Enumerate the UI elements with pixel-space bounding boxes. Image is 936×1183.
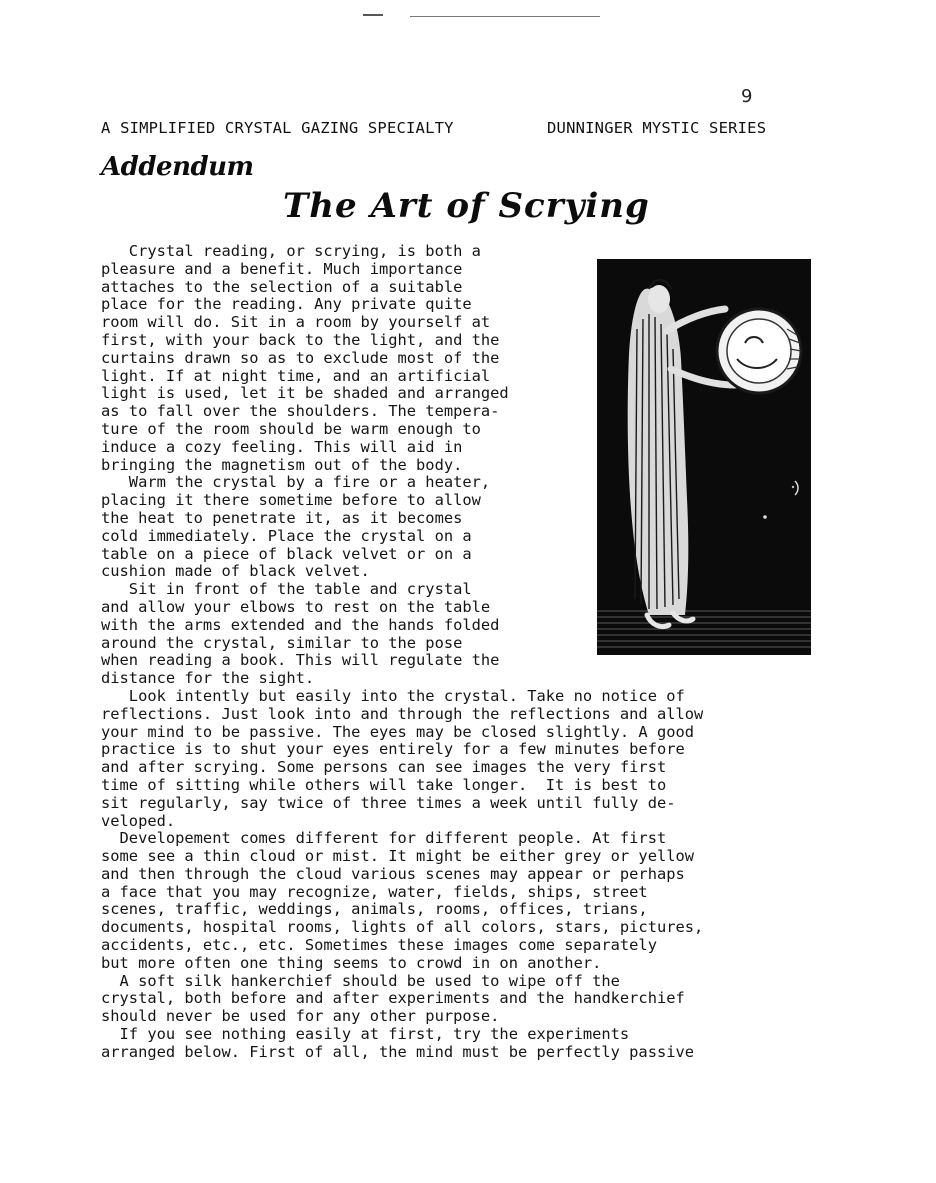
body-line: Crystal reading, or scrying, is both a [101,242,481,260]
body-line: a face that you may recognize, water, fields, ships, street [101,882,648,901]
body-line: Sit in front of the table and crystal [101,580,472,599]
body-line: time of sitting while others will take longer. It is best to [101,775,667,794]
body-line: ture of the room should be warm enough to [101,419,481,438]
body-line: and after scrying. Some persons can see images the very first [101,758,667,777]
body-line: first, with your back to the light, and the [101,330,500,349]
body-line: placing it there sometime before to allow [101,491,481,510]
page-title: The Art of Scrying [283,186,650,226]
body-line: attaches to the selection of a suitable [101,277,463,296]
body-line: distance for the sight. [101,669,315,688]
body-line: A soft silk hankerchief should be used to wipe off the [101,971,620,990]
body-line: If you see nothing easily at first, try the experiments [101,1025,630,1044]
body-line: curtains drawn so as to exclude most of the [101,348,500,367]
body-line: Developement comes different for different people. At first [101,829,667,848]
scan-artifact-mark [363,14,383,16]
body-line: crystal, both before and after experiments and the handkerchief [101,989,685,1008]
body-line: the heat to penetrate it, as it becomes [101,508,463,527]
body-line: pleasure and a benefit. Much importance [101,259,463,278]
running-head-left: A SIMPLIFIED CRYSTAL GAZING SPECIALTY [101,119,454,137]
body-line: around the crystal, similar to the pose [101,633,463,652]
body-line: and then through the cloud various scenes may appear or perhaps [101,864,685,883]
running-head-right: DUNNINGER MYSTIC SERIES [547,119,767,137]
body-line: table on a piece of black velvet or on a [101,544,472,563]
body-line: sit regularly, say twice of three times a week until fully de- [101,793,676,812]
body-line: Look intently but easily into the crystal. Take no notice of [101,686,685,705]
body-line: with the arms extended and the hands folded [101,615,500,634]
body-line: accidents, etc., etc. Sometimes these images come separately [101,936,657,955]
body-line: but more often one thing seems to crowd in on another. [101,953,602,972]
body-line: reflections. Just look into and through the reflections and allow [101,704,704,723]
body-line: room will do. Sit in a room by yourself at [101,313,491,332]
body-line: light. If at night time, and an artificial [101,366,491,385]
body-line: arranged below. First of all, the mind must be perfectly passive [101,1042,695,1061]
page-number: 9 [741,86,753,107]
body-line: induce a cozy feeling. This will aid in [101,437,463,456]
body-line: should never be used for any other purpose. [101,1007,500,1026]
body-line: some see a thin cloud or mist. It might be either grey or yellow [101,847,695,866]
body-line: documents, hospital rooms, lights of all colors, stars, pictures, [101,918,704,937]
body-line: your mind to be passive. The eyes may be closed slightly. A good [101,722,695,741]
body-line: cushion made of black velvet. [101,562,370,581]
body-line: light is used, let it be shaded and arranged [101,384,509,403]
body-line: Warm the crystal by a fire or a heater, [101,473,491,492]
body-line: as to fall over the shoulders. The tempera- [101,402,500,421]
addendum-label: Addendum [101,152,254,182]
body-line: scenes, traffic, weddings, animals, rooms, offices, trians, [101,900,648,919]
body-line: cold immediately. Place the crystal on a [101,526,472,545]
body-line: place for the reading. Any private quite [101,295,472,314]
body-line: bringing the magnetism out of the body. [101,455,463,474]
body-line: practice is to shut your eyes entirely for a few minutes before [101,740,685,759]
body-text [101,243,703,1062]
body-line: and allow your elbows to rest on the table [101,597,491,616]
body-line: when reading a book. This will regulate the [101,651,500,670]
scan-artifact-rule [410,16,600,17]
body-line: veloped. [101,811,176,830]
